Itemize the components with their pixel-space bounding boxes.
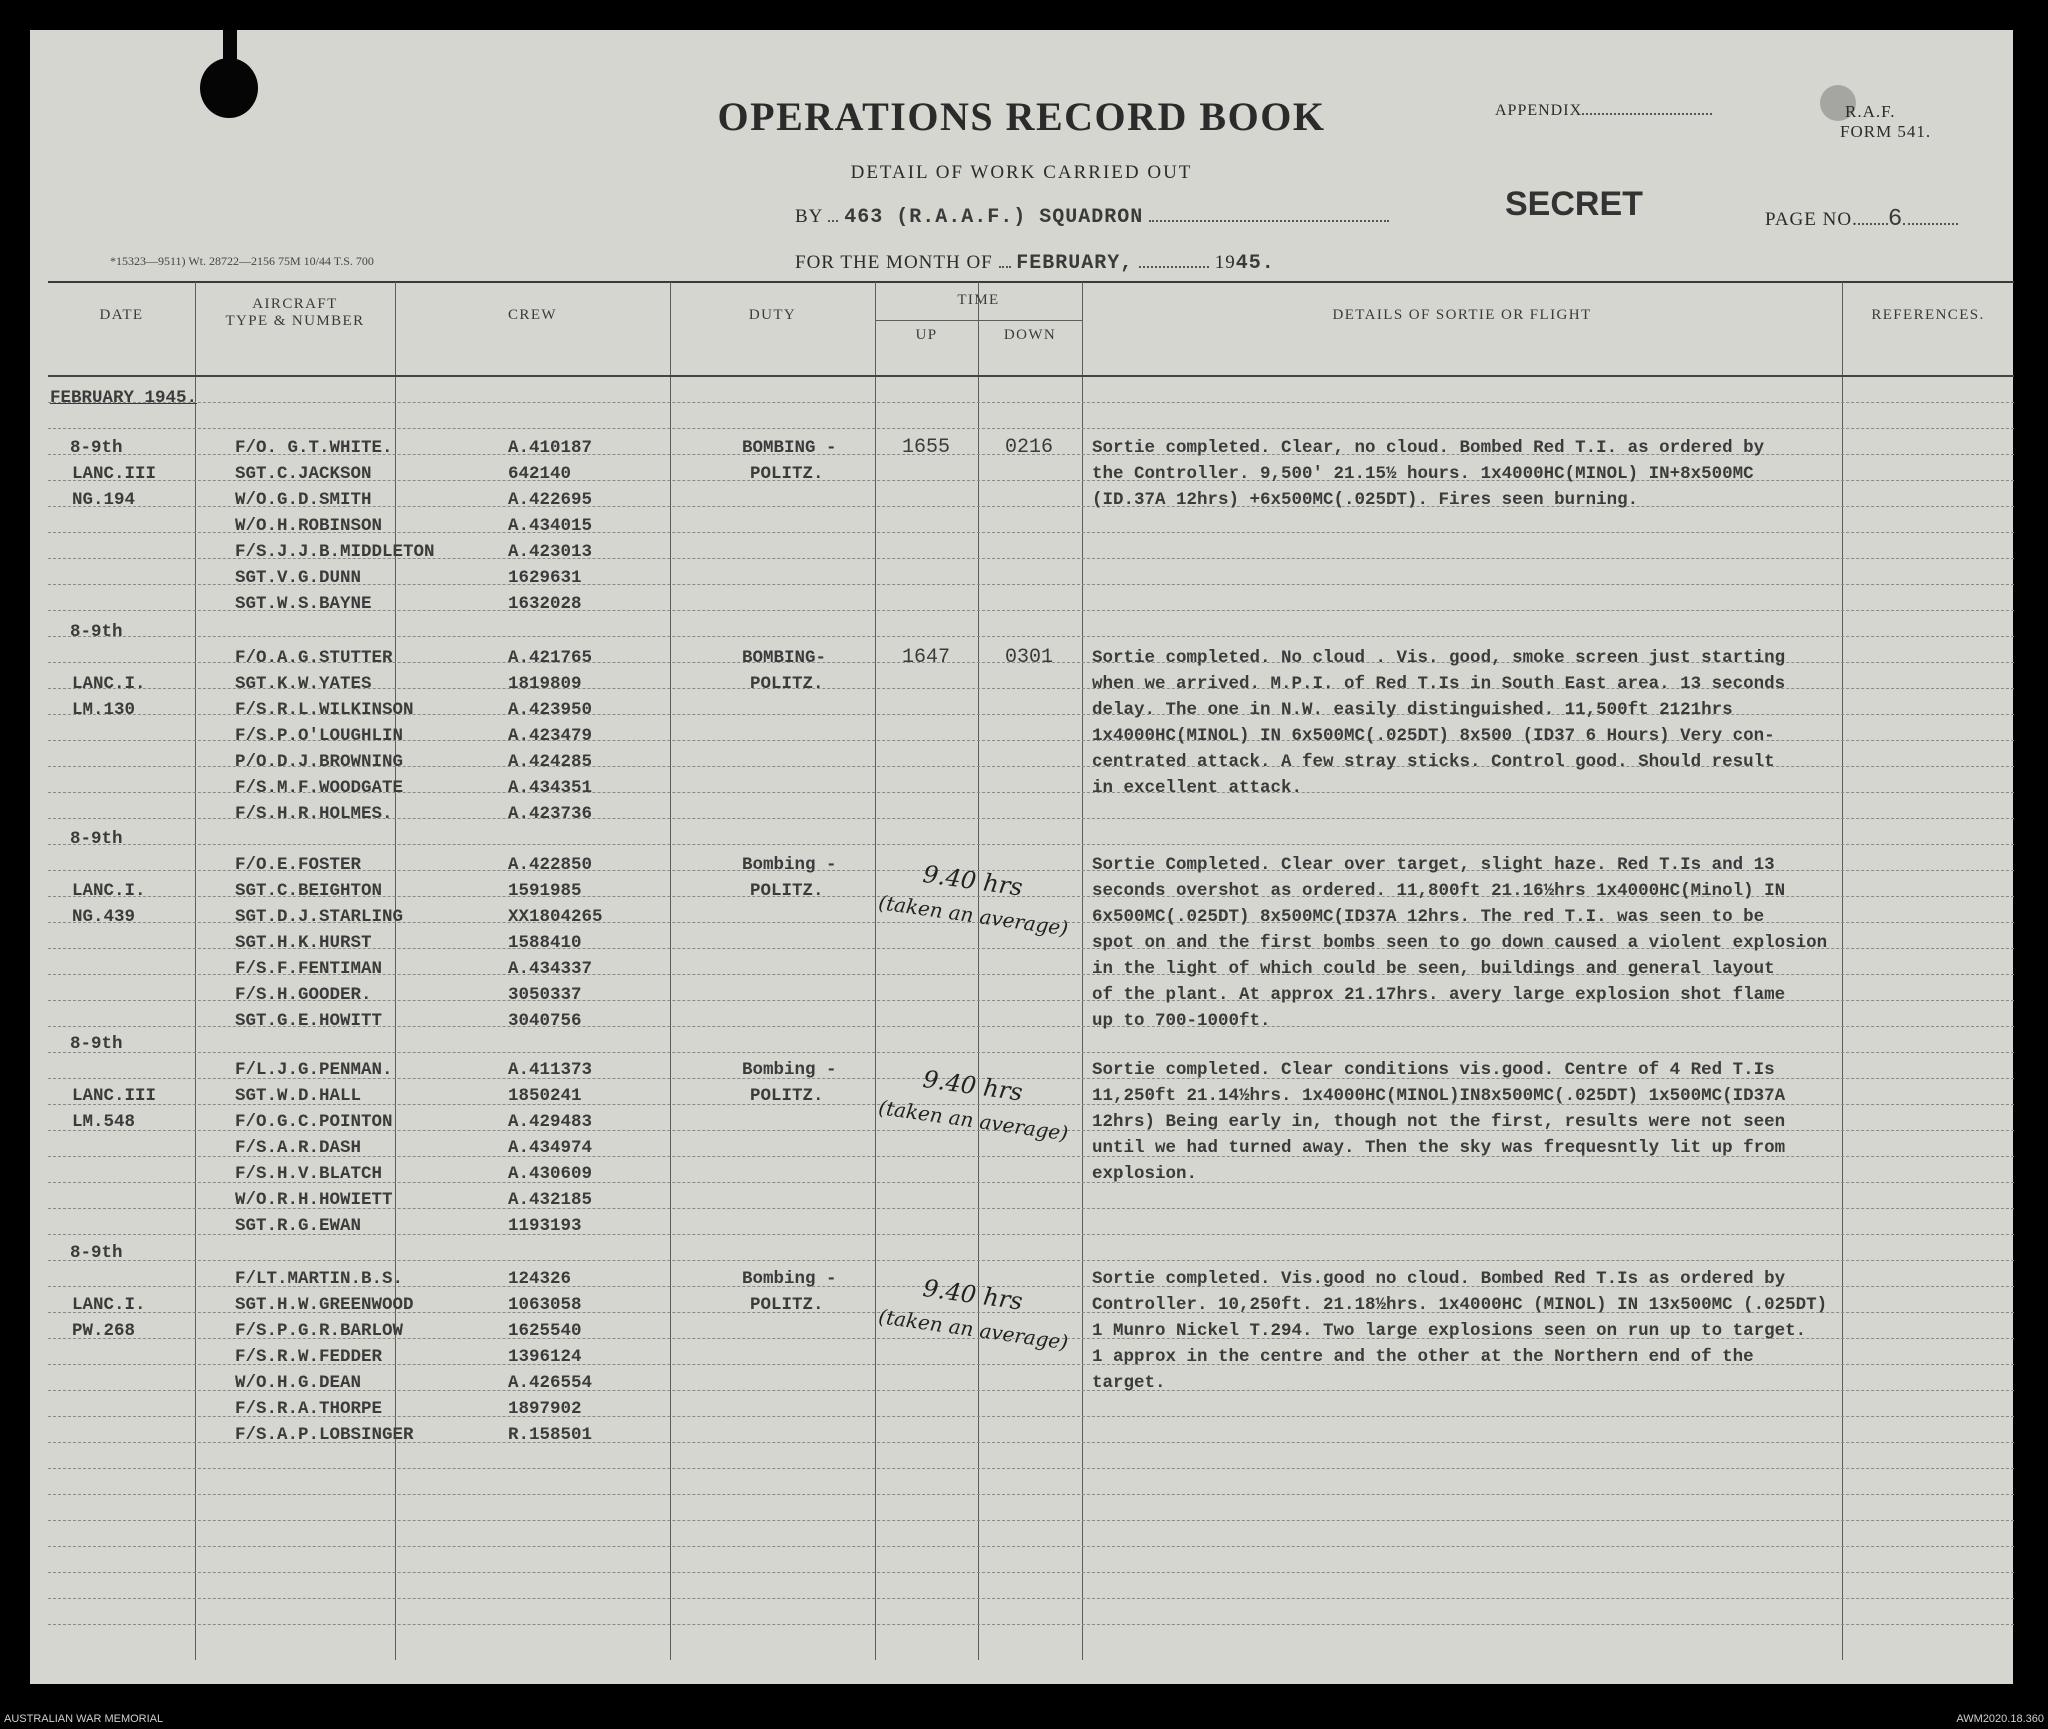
col-duty: DUTY — [748, 307, 797, 323]
crew-number: 3040756 — [508, 1011, 582, 1031]
sortie-detail-line: Controller. 10,250ft. 21.18½hrs. 1x4000HC (MINOL) IN 13x500MC (.025DT) — [1092, 1295, 1828, 1315]
crew-number: A.426554 — [508, 1373, 593, 1393]
table-top-rule — [48, 281, 2014, 283]
handwritten-time: 9.40 hrs — [921, 1065, 1025, 1107]
sortie-detail-line: 1 Munro Nickel T.294. Two large explosions seen on run up to target. — [1092, 1321, 1807, 1341]
aircraft-number: NG.439 — [72, 907, 136, 927]
form-line1: R.A.F. — [1845, 102, 1896, 121]
aircraft-type: LANC.I. — [72, 674, 146, 694]
crew-name: F/S.A.R.DASH — [235, 1138, 362, 1158]
ruled-line — [48, 1598, 2014, 1599]
sortie-detail-line: delay. The one in N.W. easily distinguished. 11,500ft 2121hrs — [1092, 700, 1733, 720]
crew-number: A.429483 — [508, 1112, 593, 1132]
col-divider — [1082, 282, 1083, 1660]
sortie-detail-line: 1 approx in the centre and the other at the Northern end of the — [1092, 1347, 1754, 1367]
col-aircraft-line1: AIRCRAFT — [252, 296, 338, 312]
crew-name: SGT.R.G.EWAN — [235, 1216, 362, 1236]
crew-name: F/O. G.T.WHITE. — [235, 438, 393, 458]
footer-left: AUSTRALIAN WAR MEMORIAL — [4, 1713, 164, 1725]
crew-name: W/O.G.D.SMITH — [235, 490, 372, 510]
aircraft-number: LM.548 — [72, 1112, 136, 1132]
appendix-field — [1495, 102, 1712, 120]
crew-name: SGT.G.E.HOWITT — [235, 1011, 383, 1031]
duty-line2: POLITZ. — [750, 1295, 824, 1315]
secret-stamp: SECRET — [1505, 185, 1643, 223]
duty-line2: POLITZ. — [750, 674, 824, 694]
sortie-detail-line: in excellent attack. — [1092, 778, 1303, 798]
appendix-label: APPENDIX — [1495, 102, 1583, 119]
crew-number: A.423479 — [508, 726, 593, 746]
year-suffix: 45. — [1235, 252, 1275, 275]
page-number: 6 — [1887, 206, 1904, 233]
col-divider — [1842, 282, 1843, 1660]
crew-name: F/O.G.C.POINTON — [235, 1112, 393, 1132]
ruled-line — [48, 1468, 2014, 1469]
crew-number: A.434974 — [508, 1138, 593, 1158]
crew-number: R.158501 — [508, 1425, 593, 1445]
sortie-detail-line: explosion. — [1092, 1164, 1198, 1184]
crew-name: SGT.H.W.GREENWOOD — [235, 1295, 414, 1315]
sortie-detail-line: seconds overshot as ordered. 11,800ft 21.16½hrs 1x4000HC(Minol) IN — [1092, 881, 1786, 901]
page-number-field — [1765, 206, 1958, 233]
crew-number: A.424285 — [508, 752, 593, 772]
crew-number: 3050337 — [508, 985, 582, 1005]
col-date: DATE — [99, 307, 144, 323]
col-references: REFERENCES. — [1871, 307, 1985, 323]
crew-name: F/S.R.L.WILKINSON — [235, 700, 414, 720]
aircraft-type: LANC.I. — [72, 1295, 146, 1315]
crew-name: SGT.W.D.HALL — [235, 1086, 362, 1106]
sortie-detail-line: 1x4000HC(MINOL) IN 6x500MC(.025DT) 8x500 (ID37 6 Hours) Very con- — [1092, 726, 1775, 746]
ruled-line — [48, 1260, 2014, 1261]
crew-name: W/O.H.ROBINSON — [235, 516, 383, 536]
crew-name: F/O.A.G.STUTTER — [235, 648, 393, 668]
duty-line2: POLITZ. — [750, 1086, 824, 1106]
crew-number: 1588410 — [508, 933, 582, 953]
sortie-detail-line: 11,250ft 21.14½hrs. 1x4000HC(MINOL)IN8x500MC(.025DT) 1x500MC(ID37A — [1092, 1086, 1786, 1106]
sortie-detail-line: in the light of which could be seen, buildings and general layout — [1092, 959, 1775, 979]
sortie-date: 8-9th — [70, 622, 123, 642]
sortie-detail-line: 12hrs) Being early in, though not the first, results were not seen — [1092, 1112, 1786, 1132]
crew-name: SGT.K.W.YATES — [235, 674, 372, 694]
crew-name: SGT.W.S.BAYNE — [235, 594, 372, 614]
crew-name: F/S.F.FENTIMAN — [235, 959, 383, 979]
page-title: OPERATIONS RECORD BOOK — [717, 94, 1326, 139]
crew-name: F/O.E.FOSTER — [235, 855, 362, 875]
crew-number: A.434351 — [508, 778, 593, 798]
aircraft-number: NG.194 — [72, 490, 136, 510]
time-down: 0301 — [1005, 646, 1054, 669]
crew-number: 1625540 — [508, 1321, 582, 1341]
crew-number: A.411373 — [508, 1060, 593, 1080]
crew-number: 1850241 — [508, 1086, 582, 1106]
crew-number: 1396124 — [508, 1347, 582, 1367]
aircraft-type: LANC.III — [72, 1086, 157, 1106]
crew-name: F/S.R.A.THORPE — [235, 1399, 383, 1419]
aircraft-number: PW.268 — [72, 1321, 136, 1341]
sortie-detail-line: Sortie Completed. Clear over target, slight haze. Red T.Is and 13 — [1092, 855, 1775, 875]
sortie-detail-line: (ID.37A 12hrs) +6x500MC(.025DT). Fires seen burning. — [1092, 490, 1639, 510]
time-divider — [875, 320, 1082, 321]
sortie-detail-line: of the plant. At approx 21.17hrs. avery large explosion shot flame — [1092, 985, 1786, 1005]
crew-name: SGT.D.J.STARLING — [235, 907, 404, 927]
sortie-detail-line: target. — [1092, 1373, 1166, 1393]
footer-right: AWM2020.18.360 — [1956, 1713, 2044, 1725]
sortie-date: 8-9th — [70, 1034, 123, 1054]
handwritten-average-note: (taken an average) — [877, 1304, 1070, 1355]
month-value: FEBRUARY, — [1016, 252, 1134, 275]
crew-number: A.422695 — [508, 490, 593, 510]
col-divider — [195, 282, 196, 1660]
col-divider — [395, 282, 396, 1660]
ruled-line — [48, 1624, 2014, 1625]
crew-name: SGT.V.G.DUNN — [235, 568, 362, 588]
duty-line1: Bombing - — [742, 855, 837, 875]
ruled-line — [48, 1572, 2014, 1573]
col-divider — [875, 282, 876, 1660]
crew-number: A.423013 — [508, 542, 593, 562]
time-up: 1647 — [902, 646, 951, 669]
ruled-line — [48, 1520, 2014, 1521]
sortie-detail-line: 6x500MC(.025DT) 8x500MC(ID37A 12hrs. The red T.I. was seen to be — [1092, 907, 1765, 927]
crew-name: F/S.M.F.WOODGATE — [235, 778, 404, 798]
ruled-line — [48, 428, 2014, 429]
col-crew: CREW — [508, 307, 557, 323]
sortie-detail-line: Sortie completed. Vis.good no cloud. Bombed Red T.Is as ordered by — [1092, 1269, 1786, 1289]
aircraft-type: LANC.I. — [72, 881, 146, 901]
ruled-line — [48, 1052, 2014, 1053]
col-divider — [978, 282, 979, 1660]
crew-name: F/S.H.V.BLATCH — [235, 1164, 383, 1184]
handwritten-average-note: (taken an average) — [877, 890, 1070, 941]
subtitle: DETAIL OF WORK CARRIED OUT — [850, 162, 1193, 183]
crew-name: F/S.H.GOODER. — [235, 985, 372, 1005]
sortie-detail-line: Sortie completed. Clear, no cloud. Bombed Red T.I. as ordered by — [1092, 438, 1765, 458]
crew-number: 1897902 — [508, 1399, 582, 1419]
sortie-date: 8-9th — [70, 829, 123, 849]
duty-line1: BOMBING- — [742, 648, 827, 668]
sortie-detail-line: until we had turned away. Then the sky was frequesntly lit up from — [1092, 1138, 1786, 1158]
sortie-date: 8-9th — [70, 438, 123, 458]
ruled-line — [48, 1494, 2014, 1495]
sortie-detail-line: Sortie completed. No cloud . Vis. good, smoke screen just starting — [1092, 648, 1786, 668]
col-time-down: DOWN — [1003, 327, 1057, 343]
crew-name: F/S.P.G.R.BARLOW — [235, 1321, 404, 1341]
crew-name: F/S.H.R.HOLMES. — [235, 804, 393, 824]
month-line — [795, 252, 1275, 275]
col-aircraft-line2: TYPE & NUMBER — [225, 313, 365, 329]
crew-number: 642140 — [508, 464, 572, 484]
duty-line2: POLITZ. — [750, 464, 824, 484]
col-aircraft — [195, 296, 395, 330]
crew-name: F/L.J.G.PENMAN. — [235, 1060, 393, 1080]
crew-name: SGT.H.K.HURST — [235, 933, 372, 953]
crew-number: A.422850 — [508, 855, 593, 875]
crew-name: F/LT.MARTIN.B.S. — [235, 1269, 404, 1289]
crew-number: A.423950 — [508, 700, 593, 720]
time-up: 1655 — [902, 436, 951, 459]
squadron-line — [795, 206, 1389, 229]
col-time-up: UP — [915, 327, 938, 343]
ruled-line — [48, 1546, 2014, 1547]
aircraft-type: LANC.III — [72, 464, 157, 484]
col-details: DETAILS OF SORTIE OR FLIGHT — [1332, 307, 1592, 323]
handwritten-time: 9.40 hrs — [921, 1274, 1025, 1316]
by-label: BY — [795, 206, 823, 227]
crew-name: P/O.D.J.BROWNING — [235, 752, 404, 772]
print-code: *15323—9511) Wt. 28722—2156 75M 10/44 T.S. 700 — [110, 254, 374, 268]
crew-number: XX1804265 — [508, 907, 603, 927]
crew-number: A.434015 — [508, 516, 593, 536]
duty-line1: BOMBING - — [742, 438, 837, 458]
crew-number: 1591985 — [508, 881, 582, 901]
ruled-line — [48, 402, 2014, 403]
handwritten-time: 9.40 hrs — [921, 860, 1025, 902]
crew-number: A.432185 — [508, 1190, 593, 1210]
sortie-detail-line: the Controller. 9,500' 21.15½ hours. 1x4000HC(MINOL) IN+8x500MC — [1092, 464, 1754, 484]
duty-line2: POLITZ. — [750, 881, 824, 901]
ruled-line — [48, 844, 2014, 845]
handwritten-time-note — [877, 860, 1075, 941]
year-prefix: 19 — [1214, 252, 1236, 273]
crew-number: 1629631 — [508, 568, 582, 588]
handwritten-average-note: (taken an average) — [877, 1095, 1070, 1146]
crew-number: A.434337 — [508, 959, 593, 979]
record-sheet — [30, 30, 2013, 1684]
aircraft-number: LM.130 — [72, 700, 136, 720]
crew-number: 1063058 — [508, 1295, 582, 1315]
sortie-detail-line: up to 700-1000ft. — [1092, 1011, 1271, 1031]
crew-name: F/S.R.W.FEDDER — [235, 1347, 383, 1367]
col-divider — [670, 282, 671, 1660]
sortie-detail-line: spot on and the first bombs seen to go down caused a violent explosion — [1092, 933, 1828, 953]
sortie-detail-line: when we arrived. M.P.I. of Red T.Is in South East area. 13 seconds — [1092, 674, 1786, 694]
squadron-value: 463 (R.A.A.F.) SQUADRON — [844, 206, 1144, 229]
duty-line1: Bombing - — [742, 1060, 837, 1080]
sortie-detail-line: Sortie completed. Clear conditions vis.good. Centre of 4 Red T.Is — [1092, 1060, 1775, 1080]
sortie-date: 8-9th — [70, 1243, 123, 1263]
crew-name: F/S.J.J.B.MIDDLETON — [235, 542, 435, 562]
crew-name: F/S.P.O'LOUGHLIN — [235, 726, 404, 746]
crew-name: W/O.H.G.DEAN — [235, 1373, 362, 1393]
crew-name: W/O.R.H.HOWIETT — [235, 1190, 393, 1210]
page-label: PAGE NO. — [1765, 209, 1858, 230]
crew-name: F/S.A.P.LOBSINGER — [235, 1425, 414, 1445]
duty-line1: Bombing - — [742, 1269, 837, 1289]
crew-number: A.421765 — [508, 648, 593, 668]
crew-name: SGT.C.JACKSON — [235, 464, 372, 484]
crew-number: 1193193 — [508, 1216, 582, 1236]
month-label: FOR THE MONTH OF — [795, 252, 993, 273]
time-down: 0216 — [1005, 436, 1054, 459]
form-line2: FORM 541. — [1840, 122, 1932, 141]
col-time: TIME — [957, 292, 1000, 308]
crew-number: 1819809 — [508, 674, 582, 694]
month-heading: FEBRUARY 1945. — [50, 388, 198, 408]
crew-number: 1632028 — [508, 594, 582, 614]
header-bottom-rule — [48, 375, 2014, 377]
crew-number: A.423736 — [508, 804, 593, 824]
crew-number: 124326 — [508, 1269, 572, 1289]
crew-number: A.410187 — [508, 438, 593, 458]
sortie-detail-line: centrated attack. A few stray sticks. Control good. Should result — [1092, 752, 1775, 772]
crew-number: A.430609 — [508, 1164, 593, 1184]
crew-name: SGT.C.BEIGHTON — [235, 881, 383, 901]
ruled-line — [48, 636, 2014, 637]
